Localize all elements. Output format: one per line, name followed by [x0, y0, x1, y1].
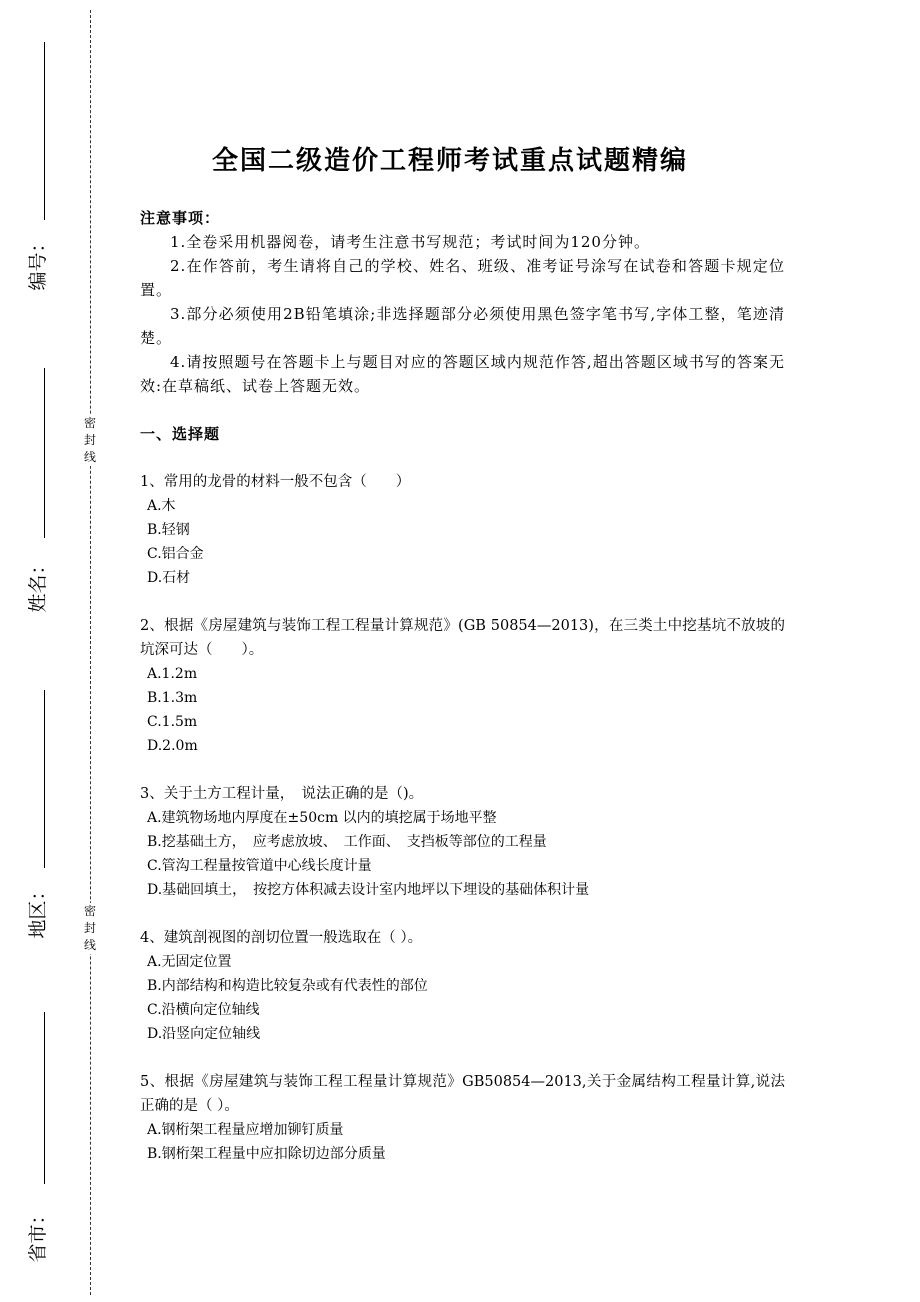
option-a: A.无固定位置: [147, 954, 232, 970]
exam-body: [140, 206, 785, 1166]
option-b: B.轻钢: [147, 522, 190, 538]
option-a: A.钢桁架工程量应增加铆钉质量: [147, 1122, 344, 1138]
option-c: C.铝合金: [147, 546, 204, 562]
question-stem: 5、根据《房屋建筑与装饰工程工程量计算规范》GB50854—2013,关于金属结构工程量计算,说法正确的是（ ）。: [140, 1074, 785, 1114]
name-fill-line: [44, 368, 45, 538]
seal-mark-lower: 密封线: [83, 904, 96, 952]
option-a: A.建筑物场地内厚度在±50cm 以内的填挖属于场地平整: [147, 810, 497, 826]
question-stem: 1、常用的龙骨的材料一般不包含（ ）: [140, 474, 411, 490]
option-c: C.1.5m: [147, 714, 198, 730]
notes-heading: 注意事项：: [140, 209, 221, 227]
field-region-label: 地区：: [27, 881, 49, 939]
section-heading: 一、选择题: [140, 425, 221, 443]
option-d: D.沿竖向定位轴线: [147, 1026, 261, 1042]
option-d: D.2.0m: [147, 738, 198, 754]
note-item: 1.全卷采用机器阅卷，请考生注意书写规范；考试时间为120分钟。: [170, 233, 650, 251]
question-5: [140, 1070, 785, 1166]
field-number-label: 编号：: [27, 233, 49, 291]
number-fill-line: [44, 42, 45, 220]
seal-mark-upper: 密封线: [83, 416, 96, 464]
option-b: B.钢桁架工程量中应扣除切边部分质量: [147, 1146, 386, 1162]
note-item: 2.在作答前，考生请将自己的学校、姓名、班级、准考证号涂写在试卷和答题卡规定位置。: [140, 257, 785, 299]
question-stem: 2、根据《房屋建筑与装饰工程工程量计算规范》(GB 50854—2013)，在三类土中挖基坑不放坡的坑深可达（ ）。: [140, 618, 785, 658]
question-1: [140, 470, 785, 590]
field-name-label: 姓名：: [27, 555, 49, 613]
question-stem: 3、关于土方工程计量， 说法正确的是（)。: [140, 786, 424, 802]
note-item: 3.部分必须使用2B铅笔填涂;非选择题部分必须使用黑色签字笔书写,字体工整，笔迹清楚。: [140, 305, 785, 347]
note-item: 4.请按照题号在答题卡上与题目对应的答题区域内规范作答,超出答题区域书写的答案无效:在草稿纸、试卷上答题无效。: [140, 353, 785, 395]
option-d: D.基础回填土， 按挖方体积减去设计室内地坪以下埋设的基础体积计量: [147, 882, 590, 898]
question-stem: 4、建筑剖视图的剖切位置一般选取在（ ）。: [140, 930, 423, 946]
question-3: [140, 782, 785, 902]
option-b: B.1.3m: [147, 690, 198, 706]
exam-title: 全国二级造价工程师考试重点试题精编: [211, 146, 688, 176]
option-a: A.木: [147, 498, 176, 514]
option-b: B.挖基础土方， 应考虑放坡、 工作面、 支挡板等部位的工程量: [147, 834, 547, 850]
option-c: C.沿横向定位轴线: [147, 1002, 260, 1018]
question-2: [140, 614, 785, 758]
option-b: B.内部结构和构造比较复杂或有代表性的部位: [147, 978, 428, 994]
option-d: D.石材: [147, 570, 191, 586]
binding-dashed-line: [90, 10, 91, 1295]
region-fill-line: [44, 690, 45, 868]
question-4: [140, 926, 785, 1046]
option-c: C.管沟工程量按管道中心线长度计量: [147, 858, 372, 874]
field-province-label: 省市：: [27, 1205, 49, 1263]
option-a: A.1.2m: [147, 666, 198, 682]
province-fill-line: [44, 1012, 45, 1184]
